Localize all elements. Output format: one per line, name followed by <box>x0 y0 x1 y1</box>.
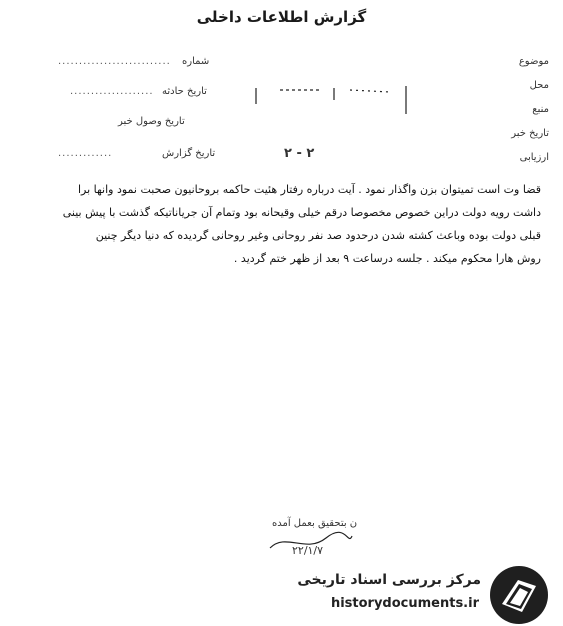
archive-url: historydocuments.ir <box>330 596 479 611</box>
archive-name: مرکز بررسی اسناد تاریخی <box>297 572 481 588</box>
body-line: روش هارا محکوم میکند . جلسه درساعت ۹ بعد از ظهر ختم گردید . <box>233 252 541 265</box>
received-date-label: تاریخ وصول خبر <box>118 116 185 127</box>
report-date-value: ............. <box>58 148 113 159</box>
signature-line: ن بتحقیق بعمل آمده <box>272 518 358 529</box>
location-label: محل <box>529 80 549 91</box>
source-label: منبع <box>532 104 549 115</box>
incident-date-label: تاریخ حادثه <box>162 86 207 97</box>
report-body <box>11 178 541 270</box>
signature-date: ۲۲/۱/۷ <box>292 544 324 557</box>
number-label: شماره <box>182 56 210 67</box>
subject-label: موضوع <box>518 56 549 67</box>
evaluation-value: ۲ - ۲ <box>284 146 315 161</box>
archive-logo-icon <box>488 564 550 626</box>
incident-date-value: .................... <box>70 86 154 97</box>
number-value: ........................... <box>58 56 171 67</box>
body-line: داشت رویه دولت دراین خصوص مخصوصا درقم خیلی وقیحانه بود وتمام آن جریاناتیکه گذشت با پیش بینی <box>62 206 541 219</box>
document-title: گزارش اطلاعات داخلی <box>196 8 367 26</box>
body-line: قبلی دولت بوده وباعث کشته شدن درحدود صد نفر روحانی وغیر روحانی گردیده که دنیا دیگر چنین <box>95 229 541 242</box>
evaluation-label: ارزیابی <box>519 152 549 163</box>
body-line: قضا وت است تمیتوان بزن واگذار نمود . آیت درباره رفتار هئیت حاکمه بروحانیون صحبت نمود وانها برا <box>77 183 541 196</box>
handwritten-marks <box>250 80 430 120</box>
report-date-label: تاریخ گزارش <box>162 148 216 159</box>
news-date-label: تاریخ خبر <box>511 128 549 139</box>
